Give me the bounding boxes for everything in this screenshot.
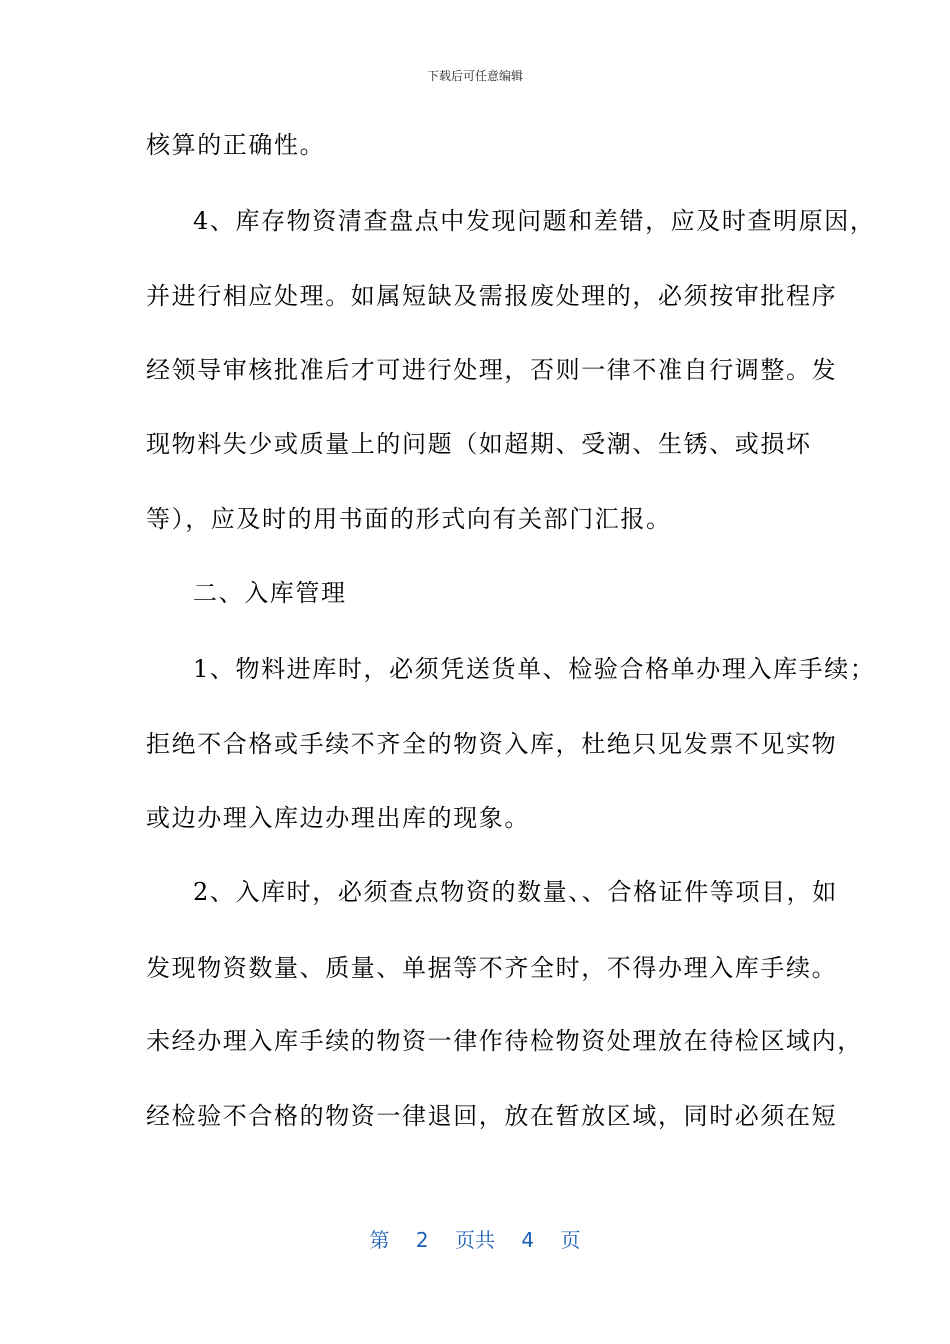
body-line: 经领导审核批准后才可进行处理，否则一律不准自行调整。发 [146,356,838,384]
body-line: 等），应及时的用书面的形式向有关部门汇报。 [146,505,672,533]
body-line: 或边办理入库边办理出库的现象。 [146,804,530,832]
header-note: 下载后可任意编辑 [426,69,523,83]
body-line: 现物料失少或质量上的问题（如超期、受潮、生锈、或损坏 [146,430,812,458]
body-line: 并进行相应处理。如属短缺及需报废处理的，必须按审批程序 [146,282,838,310]
body-line: 拒绝不合格或手续不齐全的物资入库，杜绝只见发票不见实物 [146,730,838,758]
body-line: 1、物料进库时，必须凭送货单、检验合格单办理入库手续； [193,655,876,683]
total-pages: 4 [521,1228,535,1252]
section-heading: 二、入库管理 [193,579,347,607]
body-line: 发现物资数量、质量、单据等不齐全时，不得办理入库手续。 [146,954,838,982]
page-label-middle: 页共 [455,1228,495,1252]
body-line: 4、库存物资清查盘点中发现问题和差错，应及时查明原因， [193,207,876,235]
page-label-suffix: 页 [560,1228,581,1252]
body-line: 经检验不合格的物资一律退回，放在暂放区域，同时必须在短 [146,1102,838,1130]
body-line: 核算的正确性。 [146,131,326,159]
body-line: 未经办理入库手续的物资一律作待检物资处理放在待检区域内， [146,1027,863,1055]
page-footer [0,1224,950,1253]
page-label-prefix: 第 [369,1228,390,1252]
page-number: 2 [415,1228,429,1252]
body-line: 2、入库时，必须查点物资的数量、、合格证件等项目，如 [193,878,838,906]
